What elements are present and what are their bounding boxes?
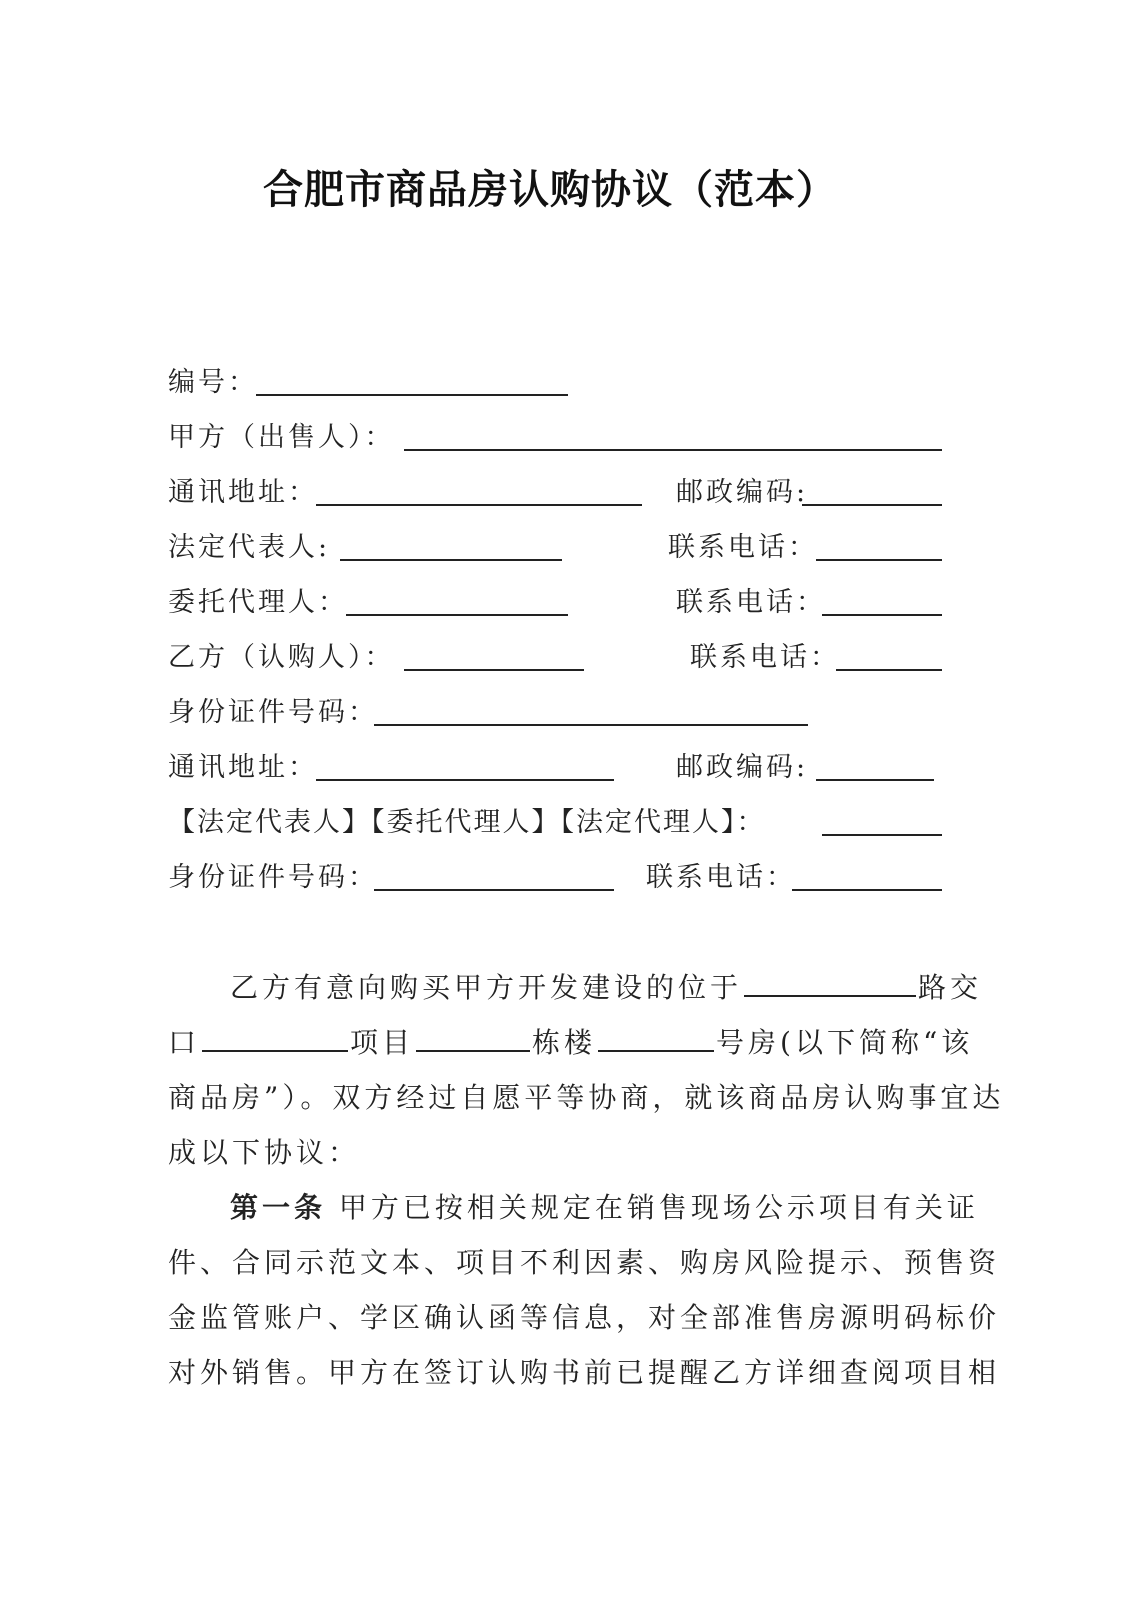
b-rep-id-label: 身份证件号码： [168,862,378,893]
intro-text: 项目 [350,1026,415,1059]
article-1-text: 甲方已按相关规定在销售现场公示项目有关证 [338,1191,979,1224]
a-legal-rep-phone-blank[interactable] [816,559,942,561]
b-rep-phone-blank[interactable] [792,889,942,891]
intro-text: 路交 [918,971,983,1004]
b-id-label: 身份证件号码： [168,697,378,728]
intersection-blank[interactable] [202,1030,348,1052]
form-row-b-id [0,696,1131,730]
intro-text: 口 [168,1026,201,1059]
intro-line-2 [168,1015,973,1071]
b-id-blank[interactable] [374,724,808,726]
b-address-blank[interactable] [316,779,614,781]
a-agent-phone-label: 联系电话： [676,587,826,618]
intro-line-4: 成以下协议： [168,1136,361,1169]
form-row-party-b [0,641,1131,675]
article-1-line-3: 金监管账户、学区确认函等信息，对全部准售房源明码标价 [168,1301,1001,1334]
article-1-line-4: 对外销售。甲方在签订认购书前已提醒乙方详细查阅项目相 [168,1356,1001,1389]
a-postcode-label: 邮政编码: [676,477,809,508]
b-postcode-blank[interactable] [816,779,934,781]
b-rep-id-blank[interactable] [374,889,614,891]
number-label: 编号： [168,367,258,398]
b-address-label: 通讯地址： [168,752,318,783]
article-1-line-2: 件、合同示范文本、项目不利因素、购房风险提示、预售资 [168,1246,1001,1279]
a-legal-rep-label: 法定代表人: [168,532,331,563]
party-a-label: 甲方（出售人）： [168,422,395,453]
form-row-number [0,366,1131,400]
b-phone-blank[interactable] [836,669,942,671]
a-agent-phone-blank[interactable] [822,614,942,616]
party-b-label: 乙方（认购人）： [168,642,395,673]
a-legal-rep-phone-label: 联系电话： [668,532,818,563]
b-postcode-label: 邮政编码: [676,752,809,783]
a-address-label: 通讯地址： [168,477,318,508]
intro-text: 号房(以下简称“该 [716,1026,974,1059]
form-row-b-address [0,751,1131,785]
article-1-heading: 第一条 [230,1191,327,1224]
b-rep-phone-label: 联系电话： [646,862,796,893]
form-row-a-address [0,476,1131,510]
form-row-b-rep [0,806,1131,840]
form-row-b-rep-id [0,861,1131,895]
a-address-blank[interactable] [316,504,642,506]
article-1-line-1 [230,1180,979,1236]
intro-line-1 [230,960,982,1016]
intro-text: 乙方有意向购买甲方开发建设的位于 [230,971,743,1004]
project-blank[interactable] [416,1030,530,1052]
page-title: 合肥市商品房认购协议（范本） [263,166,837,213]
b-phone-label: 联系电话： [690,642,840,673]
b-rep-blank[interactable] [822,834,942,836]
building-blank[interactable] [598,1030,714,1052]
a-agent-label: 委托代理人： [168,587,348,618]
party-b-blank[interactable] [404,669,584,671]
form-row-a-agent [0,586,1131,620]
a-postcode-blank[interactable] [802,504,942,506]
road-blank[interactable] [744,975,916,997]
form-row-a-legal-rep [0,531,1131,565]
b-rep-label: 【法定代表人】【委托代理人】【法定代理人】： [168,807,766,838]
a-agent-blank[interactable] [346,614,568,616]
number-blank[interactable] [256,394,568,396]
party-a-blank[interactable] [404,449,942,451]
form-row-party-a [0,421,1131,455]
a-legal-rep-blank[interactable] [340,559,562,561]
intro-line-3: 商品房”）。双方经过自愿平等协商，就该商品房认购事宜达 [168,1081,1005,1114]
intro-text: 栋楼 [532,1026,597,1059]
